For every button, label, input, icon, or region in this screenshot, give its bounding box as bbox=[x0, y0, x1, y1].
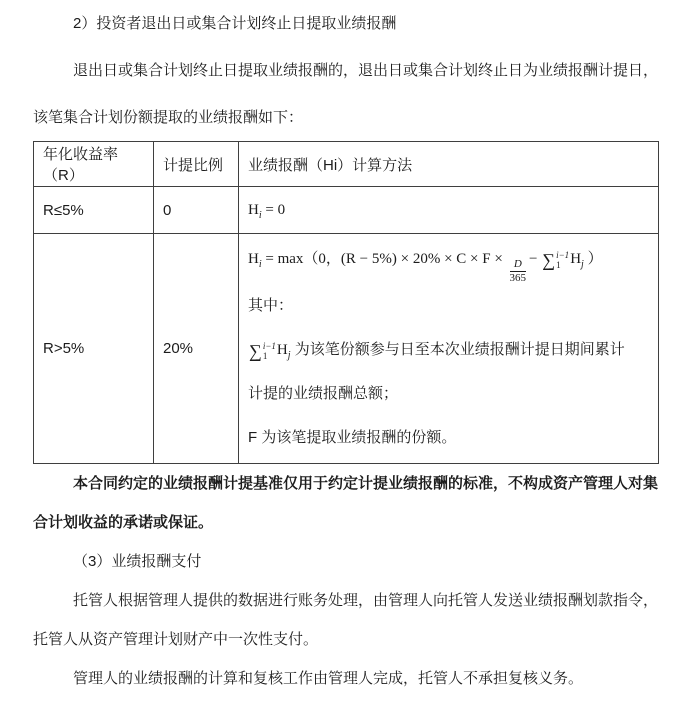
paragraph-review-obligation: 管理人的业绩报酬的计算和复核工作由管理人完成，托管人不承担复核义务。 bbox=[73, 670, 584, 687]
paragraph-section-2-heading: 2）投资者退出日或集合计划终止日提取业绩报酬 bbox=[73, 15, 397, 32]
paragraph-payment-process: 托管人根据管理人提供的数据进行账务处理，由管理人向托管人发送业绩报酬划款指令，托管人从资产管理计划财产中一次性支付。 bbox=[33, 592, 659, 648]
paragraph-disclaimer: 本合同约定的业绩报酬计提基准仅用于约定计提业绩报酬的标准，不构成资产管理人对集合计划收益的承诺或保证。 bbox=[33, 475, 659, 531]
note-sigma-description-cont: 计提的业绩报酬总额； bbox=[248, 385, 399, 402]
table-row-low-return bbox=[34, 187, 659, 234]
paragraph-exit-day-intro: 退出日或集合计划终止日提取业绩报酬的，退出日或集合计划终止日为业绩报酬计提日，该笔集合计划份额提取的业绩报酬如下： bbox=[33, 62, 659, 126]
performance-fee-table bbox=[33, 141, 659, 464]
fraction-d-365: $\frac{D}{365}$ bbox=[509, 258, 527, 284]
formula-hi-max: $H_i = \max(0$，(R − 5%) × 20% × C × F × $\frac{D}{365}$ − ∑ i−1 1 $H_j$ ） bbox=[248, 249, 603, 284]
paragraph-section-3-heading: （3）业绩报酬支付 bbox=[73, 553, 202, 570]
note-f-description: F 为该笔提取业绩报酬的份额。 bbox=[248, 429, 457, 446]
summation-symbol: ∑ i−1 1 bbox=[542, 249, 570, 270]
table-header-row bbox=[34, 142, 659, 187]
cell-formula-low bbox=[239, 187, 659, 234]
header-accrual-ratio: 计提比例 bbox=[154, 142, 239, 187]
header-annualized-return: 年化收益率（R） bbox=[34, 142, 154, 187]
cell-formula-high bbox=[239, 234, 659, 464]
cell-rate-low: R≤5% bbox=[34, 187, 154, 234]
cell-ratio-high: 20% bbox=[154, 234, 239, 464]
cell-rate-high: R>5% bbox=[34, 234, 154, 464]
summation-symbol: ∑ i−1 1 $H_j$ bbox=[249, 340, 291, 361]
table-row-high-return bbox=[34, 234, 659, 464]
header-calc-method: 业绩报酬（Hi）计算方法 bbox=[239, 142, 659, 187]
formula-hi-zero: $H_i = 0$ bbox=[248, 202, 286, 221]
cell-ratio-low: 0 bbox=[154, 187, 239, 234]
contract-document bbox=[33, 0, 659, 698]
note-sigma-description: ∑ i−1 1 $H_j$ 为该笔份额参与日至本次业绩报酬计提日期间累计 bbox=[249, 340, 625, 361]
note-whereof: 其中： bbox=[248, 297, 294, 314]
